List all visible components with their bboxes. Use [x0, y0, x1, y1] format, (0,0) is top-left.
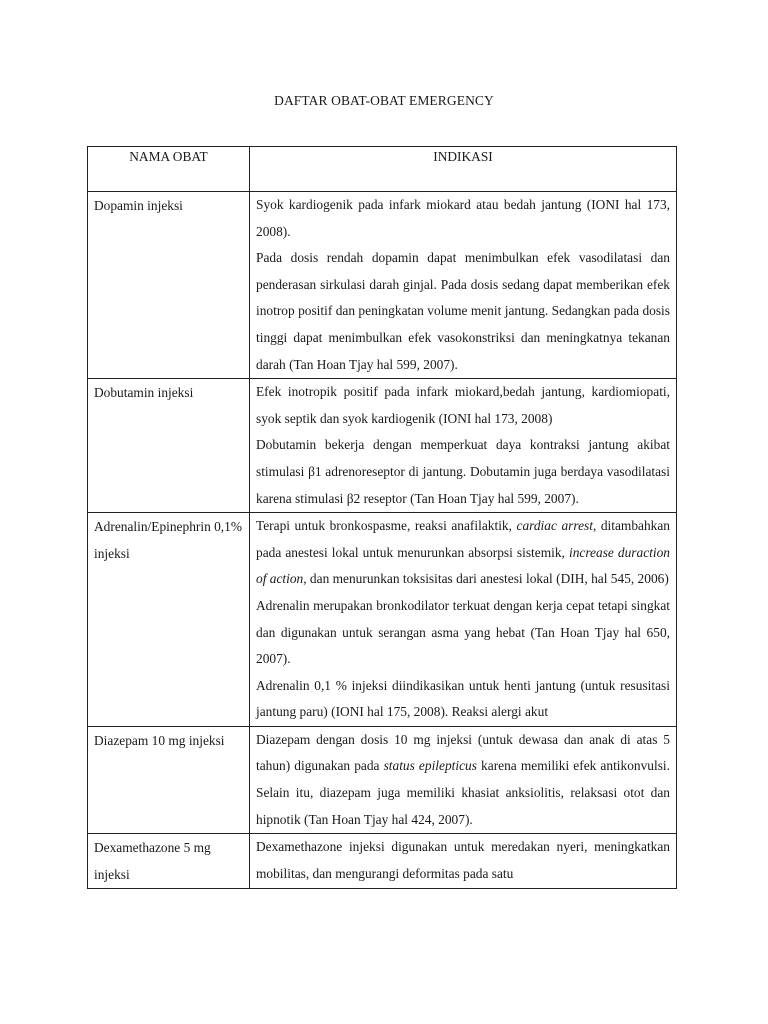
drug-indication: [250, 513, 677, 727]
header-indikasi: INDIKASI: [250, 147, 677, 192]
indication-paragraph: Syok kardiogenik pada infark miokard atau bedah jantung (IONI hal 173, 2008).: [256, 197, 670, 239]
drug-name: Dobutamin injeksi: [88, 379, 250, 513]
drug-name: Adrenalin/Epinephrin 0,1% injeksi: [88, 513, 250, 727]
text-run: , ditambahkan pada anestesi lokal untuk menurunkan absorpsi sistemik,: [256, 518, 671, 560]
table-row: [88, 192, 677, 379]
italic-term: cardiac arrest: [516, 518, 593, 534]
indication-paragraph: [256, 727, 670, 833]
drug-name: Dopamin injeksi: [88, 192, 250, 379]
drug-name: Diazepam 10 mg injeksi: [88, 726, 250, 833]
indication-paragraph: Pada dosis rendah dopamin dapat menimbulkan efek vasodilatasi dan penderasan sirkulasi darah ginjal. Pada dosis sedang dapat memberikan efek inotrop positif dan peningkatan volume menit jantung. Sedangkan pada dosis tinggi dapat menimbulkan efek vasokonstriksi dan meningkatnya tekanan darah (Tan Hoan Tjay hal 599, 2007).: [256, 250, 670, 372]
indication-paragraph: Efek inotropik positif pada infark miokard,bedah jantung, kardiomiopati, syok septik dan syok kardiogenik (IONI hal 173, 2008): [256, 384, 670, 426]
drug-indication: [250, 379, 677, 513]
text-run: karena memiliki efek antikonvulsi. Selain itu, diazepam juga memiliki khasiat anksiolitis, relaksasi otot dan hipnotik (Tan Hoan Tjay hal 424, 2007).: [256, 758, 670, 827]
text-run: Diazepam dengan dosis 10 mg injeksi (untuk dewasa dan anak di atas 5 tahun) digunakan pada: [256, 731, 670, 774]
indication-paragraph: [256, 513, 670, 593]
italic-term: increase duraction of action: [256, 544, 670, 587]
indication-paragraph: Adrenalin merupakan bronkodilator terkuat dengan kerja cepat tetapi singkat dan digunakan untuk serangan asma yang hebat (Tan Hoan Tjay hal 650, 2007).: [256, 597, 670, 667]
table-row: [88, 513, 677, 727]
table-header-row: [88, 147, 677, 192]
drug-table: [87, 146, 677, 889]
drug-indication: [250, 726, 677, 833]
drug-name: Dexamethazone 5 mg injeksi: [88, 834, 250, 889]
drug-indication: [250, 192, 677, 379]
document-title: DAFTAR OBAT-OBAT EMERGENCY: [274, 93, 494, 108]
table-row: [88, 379, 677, 513]
italic-term: status epilepticus: [383, 758, 477, 774]
table-row: [88, 834, 677, 889]
indication-paragraph: Dexamethazone injeksi digunakan untuk meredakan nyeri, meningkatkan mobilitas, dan mengurangi deformitas pada satu: [256, 839, 670, 881]
table-row: [88, 726, 677, 833]
drug-indication: [250, 834, 677, 889]
indication-paragraph: Dobutamin bekerja dengan memperkuat daya kontraksi jantung akibat stimulasi β1 adrenoreseptor di jantung. Dobutamin juga berdaya vasodilatasi karena stimulasi β2 reseptor (Tan Hoan Tjay hal 599, 2007).: [256, 437, 670, 506]
header-nama-obat: NAMA OBAT: [88, 147, 250, 192]
text-run: Terapi untuk bronkospasme, reaksi anafilaktik,: [256, 518, 517, 534]
text-run: , dan menurunkan toksisitas dari anestesi lokal (DIH, hal 545, 2006): [303, 571, 669, 587]
indication-paragraph: Adrenalin 0,1 % injeksi diindikasikan untuk henti jantung (untuk resusitasi jantung paru) (IONI hal 175, 2008). Reaksi alergi akut: [256, 677, 670, 720]
